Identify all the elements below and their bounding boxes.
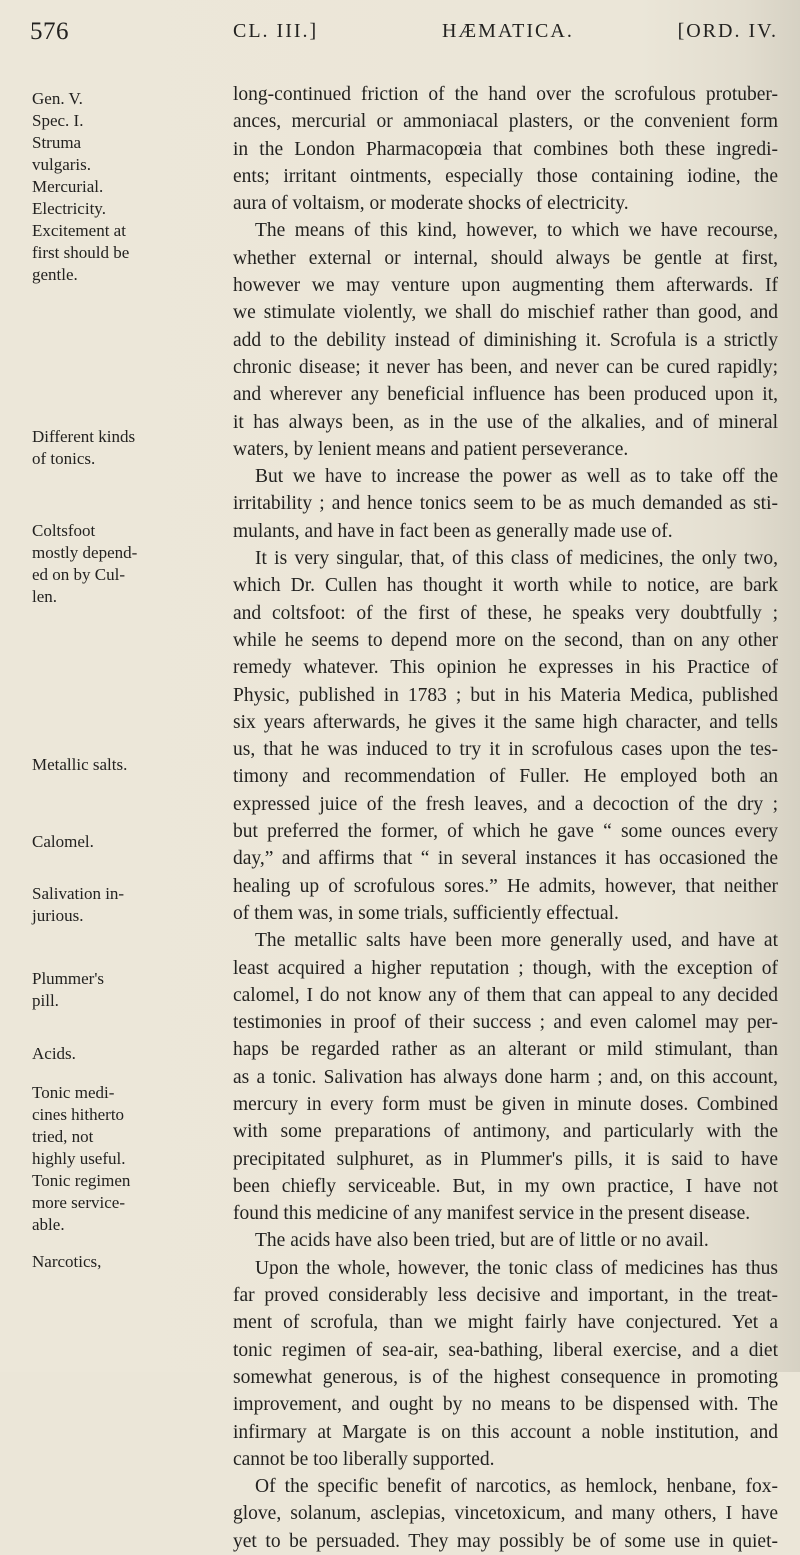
- text-line: Of the specific benefit of narcotics, as hemlock, henbane, fox-: [255, 1476, 778, 1498]
- text-line: with some preparations of antimony, and particularly with the: [233, 1121, 778, 1143]
- margin-note-line: Gen. V.: [32, 89, 83, 108]
- text-line: calomel, I do not know any of them that can appeal to any decided: [233, 984, 778, 1006]
- text-line: found this medicine of any manifest service in the present disease.: [233, 1203, 751, 1225]
- margin-note: [32, 1082, 192, 1236]
- text-line: which Dr. Cullen has thought it worth while to notice, are bark: [233, 575, 778, 597]
- text-line: long-continued friction of the hand over the scrofulous protuber-: [233, 84, 778, 105]
- text-line: in the London Pharmacopœia that combines both these ingredi-: [233, 138, 778, 160]
- text-line: glove, solanum, asclepias, vincetoxicum, and many others, I have: [233, 1503, 778, 1525]
- margin-note-line: Calomel.: [32, 832, 94, 851]
- margin-note-line: jurious.: [32, 906, 84, 925]
- text-line: cannot be too liberally supported.: [233, 1448, 495, 1470]
- text-line: expressed juice of the fresh leaves, and a decoction of the dry ;: [233, 793, 778, 815]
- text-line: improvement, and ought by no means to be dispensed with. The: [233, 1394, 778, 1416]
- text-line: tonic regimen of sea-air, sea-bathing, liberal exercise, and a diet: [233, 1339, 778, 1361]
- text-line: irritability ; and hence tonics seem to be as much demanded as sti-: [233, 493, 778, 515]
- text-line: somewhat generous, is of the highest consequence in promoting: [233, 1366, 778, 1388]
- margin-note: [32, 426, 192, 470]
- margin-note-line: Acids.: [32, 1044, 76, 1063]
- text-line: The means of this kind, however, to which we have recourse,: [255, 220, 778, 242]
- text-line: add to the debility instead of diminishing it. Scrofula is a strictly: [233, 329, 778, 351]
- margin-note-line: len.: [32, 587, 58, 606]
- margin-note: [32, 883, 192, 927]
- text-line: it has always been, as in the use of the alkalies, and of mineral: [233, 411, 778, 433]
- margin-note-line: Narcotics,: [32, 1252, 102, 1271]
- text-line: chronic disease; it never has been, and never can be cured rapidly;: [233, 356, 778, 378]
- margin-note-line: more service-: [32, 1193, 125, 1212]
- margin-note-line: able.: [32, 1215, 65, 1234]
- text-line: whether external or internal, should always be gentle at first,: [233, 247, 778, 269]
- text-line: of them was, in some trials, sufficiently effectual.: [233, 902, 619, 924]
- margin-note: [32, 1251, 192, 1273]
- text-line: ances, mercurial or ammoniacal plasters, or the convenient form: [233, 111, 778, 133]
- body-text: [233, 81, 778, 1555]
- margin-note-line: vulgaris.: [32, 155, 92, 174]
- page-number: 576: [30, 18, 69, 45]
- margin-note-line: gentle.: [32, 265, 78, 284]
- text-line: mercury in every form must be given in minute doses. Combined: [233, 1093, 778, 1115]
- text-line: but preferred the former, of which he gave “ some ounces every: [233, 821, 778, 843]
- running-head: [233, 20, 778, 43]
- margin-note-line: Tonic regimen: [32, 1171, 131, 1190]
- text-line: Physic, published in 1783 ; but in his Materia Medica, published: [233, 684, 778, 706]
- text-line: mulants, and have in fact been as generally made use of.: [233, 520, 673, 542]
- text-line: precipitated sulphuret, as in Plummer's pills, it is said to have: [233, 1148, 778, 1170]
- margin-note-line: Different kinds: [32, 427, 136, 446]
- text-line: waters, by lenient means and patient perseverance.: [233, 438, 629, 460]
- text-line: aura of voltaism, or moderate shocks of electricity.: [233, 193, 629, 215]
- text-line: least acquired a higher reputation ; though, with the exception of: [233, 957, 778, 979]
- margin-note-line: first should be: [32, 243, 130, 262]
- text-line: The metallic salts have been more generally used, and have at: [255, 930, 778, 952]
- text-line: and coltsfoot: of the first of these, he speaks very doubtfully ;: [233, 602, 778, 624]
- margin-note: [32, 1043, 192, 1065]
- text-line: haps be regarded rather as an alterant or mild stimulant, than: [233, 1039, 778, 1061]
- text-line: us, that he was induced to try it in scrofulous cases upon the tes-: [233, 739, 778, 761]
- text-line: ment of scrofula, than we might fairly have conjectured. Yet a: [233, 1312, 778, 1334]
- margin-note-line: ed on by Cul-: [32, 565, 126, 584]
- margin-note-line: Salivation in-: [32, 884, 125, 903]
- text-line: we stimulate violently, we shall do mischief rather than good, and: [233, 302, 778, 324]
- margin-note: [32, 968, 192, 1012]
- text-line: while he seems to depend more on the second, than on any other: [233, 629, 778, 651]
- margin-note-line: Tonic medi-: [32, 1083, 115, 1102]
- text-line: as a tonic. Salivation has always done harm ; and, on this account,: [233, 1066, 778, 1088]
- text-line: remedy whatever. This opinion he expresses in his Practice of: [233, 657, 778, 679]
- text-line: It is very singular, that, of this class of medicines, the only two,: [255, 548, 778, 570]
- text-line: ents; irritant ointments, especially those containing iodine, the: [233, 165, 778, 187]
- margin-note-line: of tonics.: [32, 449, 96, 468]
- margin-note-line: Mercurial.: [32, 177, 104, 196]
- running-head-title: HÆMATICA.: [441, 20, 574, 42]
- margin-note: [32, 831, 192, 853]
- text-line: six years afterwards, he gives it the same high character, and tells: [233, 711, 778, 733]
- text-line: healing up of scrofulous sores.” He admits, however, that neither: [233, 875, 778, 897]
- margin-note-line: pill.: [32, 991, 59, 1010]
- text-line: infirmary at Margate is on this account a noble institution, and: [233, 1421, 778, 1443]
- margin-note-line: Coltsfoot: [32, 521, 96, 540]
- margin-note-line: highly useful.: [32, 1149, 126, 1168]
- text-line: The acids have also been tried, but are of little or no avail.: [255, 1230, 709, 1252]
- margin-note-line: Electricity.: [32, 199, 106, 218]
- margin-note-line: tried, not: [32, 1127, 94, 1146]
- text-line: far proved considerably less decisive and important, in the treat-: [233, 1285, 778, 1307]
- margin-note: [32, 88, 192, 286]
- margin-note-line: Struma: [32, 133, 82, 152]
- margin-note: [32, 520, 192, 608]
- text-line: and wherever any beneficial influence has been produced upon it,: [233, 384, 778, 406]
- text-line: But we have to increase the power as well as to take off the: [255, 466, 778, 488]
- running-head-order: [ORD. IV.: [677, 20, 778, 42]
- margin-note-line: Excitement at: [32, 221, 126, 240]
- text-line: Upon the whole, however, the tonic class of medicines has thus: [255, 1257, 778, 1279]
- running-head-section: CL. III.]: [233, 20, 319, 42]
- margin-note-line: cines hitherto: [32, 1105, 125, 1124]
- text-line: testimonies in proof of their success ; and even calomel may per-: [233, 1012, 778, 1034]
- margin-note-line: Spec. I.: [32, 111, 84, 130]
- text-line: yet to be persuaded. They may possibly be of some use in quiet-: [233, 1530, 778, 1552]
- text-line: day,” and affirms that “ in several instances it has occasioned the: [233, 848, 778, 870]
- margin-note-line: Metallic salts.: [32, 755, 128, 774]
- margin-note: [32, 754, 192, 776]
- text-line: however we may venture upon augmenting them afterwards. If: [233, 275, 778, 297]
- margin-note-line: Plummer's: [32, 969, 105, 988]
- text-line: been chiefly serviceable. But, in my own practice, I have not: [233, 1175, 778, 1197]
- margin-note-line: mostly depend-: [32, 543, 138, 562]
- text-line: timony and recommendation of Fuller. He employed both an: [233, 766, 778, 788]
